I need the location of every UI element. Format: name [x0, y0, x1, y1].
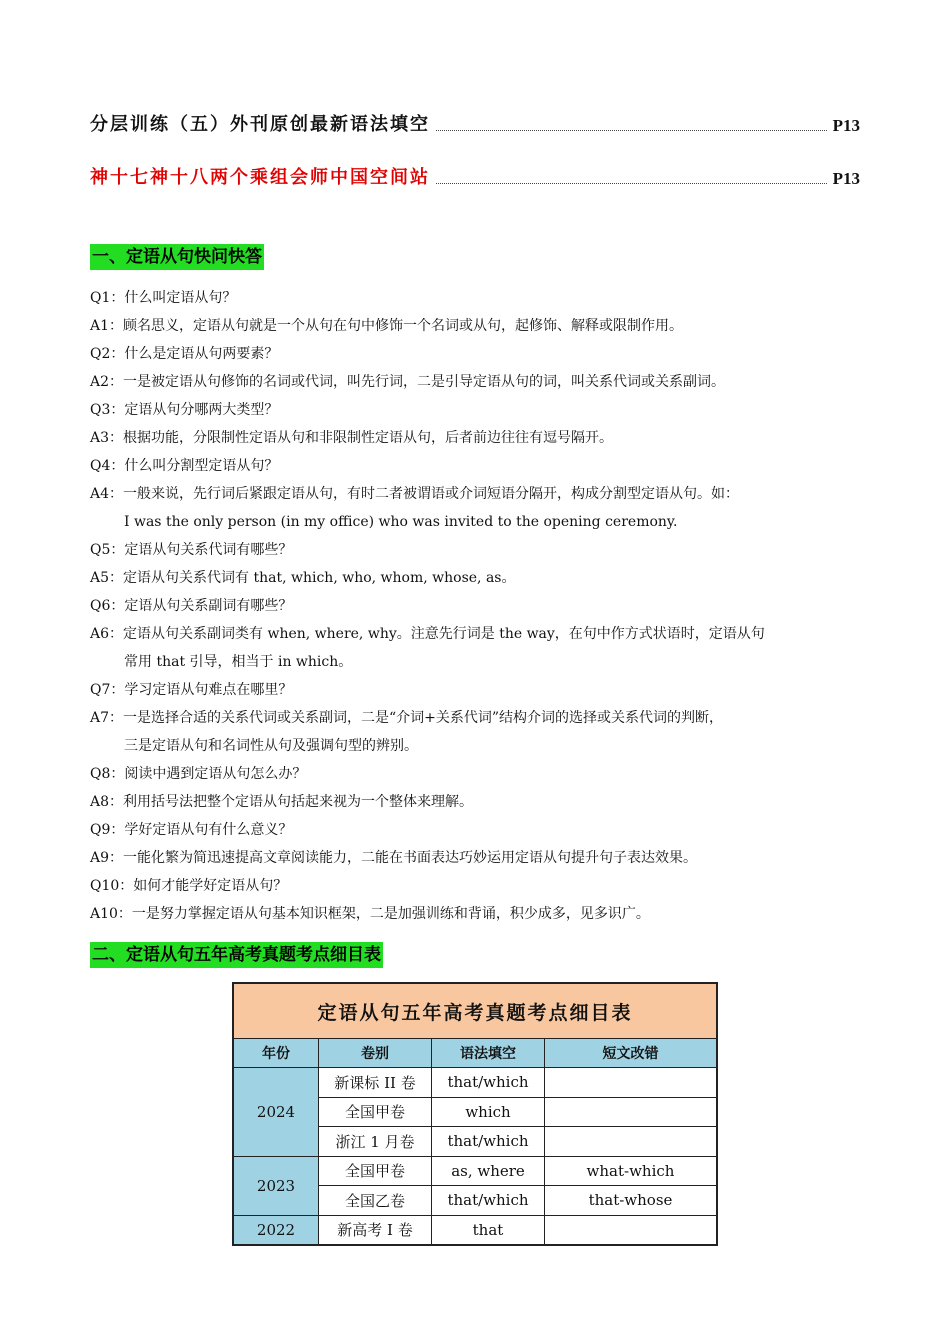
error-correction-cell: [545, 1068, 718, 1098]
toc-entry-1[interactable]: [90, 108, 860, 136]
answer-line: A2：一是被定语从句修饰的名词或代词，叫先行词，二是引导定语从句的词，叫关系代词或关系副词。: [90, 374, 726, 390]
question-line: Q9：学好定语从句有什么意义？: [90, 822, 293, 838]
grammar-fill-cell: that: [432, 1215, 545, 1245]
year-cell: 2022: [233, 1215, 319, 1245]
answer-line: A3：根据功能，分限制性定语从句和非限制性定语从句，后者前边往往有逗号隔开。: [90, 430, 614, 446]
toc-leader-dots: [436, 182, 827, 184]
table-row: [233, 1068, 717, 1098]
question-line: Q5：定语从句关系代词有哪些？: [90, 542, 293, 558]
toc-leader-dots: [436, 129, 827, 131]
answer-line: A9：一能化繁为简迅速提高文章阅读能力，二能在书面表达巧妙运用定语从句提升句子表达效果。: [90, 850, 698, 866]
toc-page-number: P13: [832, 169, 860, 188]
answer-line: A8：利用括号法把整个定语从句括起来视为一个整体来理解。: [90, 794, 474, 810]
question-line: Q10：如何才能学好定语从句？: [90, 878, 288, 894]
answer-line: A1：顾名思义，定语从句就是一个从句在句中修饰一个名词或从句，起修饰、解释或限制作用。: [90, 318, 684, 334]
question-line: Q4：什么叫分割型定语从句？: [90, 458, 279, 474]
answer-line: A10：一是努力掌握定语从句基本知识框架，二是加强训练和背诵，积少成多，见多识广。: [90, 906, 650, 922]
section-heading-qa: 一、定语从句快问快答: [90, 244, 264, 270]
header-grammar-fill: 语法填空: [432, 1039, 545, 1068]
section-heading-table: 二、定语从句五年高考真题考点细目表: [90, 942, 383, 968]
question-line: Q3：定语从句分哪两大类型？: [90, 402, 279, 418]
paper-cell: 全国乙卷: [319, 1186, 432, 1216]
header-paper: 卷别: [319, 1039, 432, 1068]
error-correction-cell: what-which: [545, 1156, 718, 1186]
grammar-fill-cell: which: [432, 1097, 545, 1127]
qa-continuation-line: 常用 that 引导，相当于 in which。: [124, 654, 353, 670]
year-cell: 2023: [233, 1156, 319, 1215]
toc-title: 分层训练（五）外刊原创最新语法填空: [90, 114, 430, 135]
table-row: [233, 1156, 717, 1186]
error-correction-cell: [545, 1215, 718, 1245]
exam-points-table-wrap: [232, 982, 718, 1246]
year-cell: 2024: [233, 1068, 319, 1157]
grammar-fill-cell: as, where: [432, 1156, 545, 1186]
grammar-fill-cell: that/which: [432, 1186, 545, 1216]
question-line: Q1：什么叫定语从句？: [90, 290, 237, 306]
answer-line: A4：一般来说，先行词后紧跟定语从句，有时二者被谓语或介词短语分隔开，构成分割型定语从句。如：: [90, 486, 740, 502]
paper-cell: 全国甲卷: [319, 1156, 432, 1186]
error-correction-cell: [545, 1127, 718, 1157]
toc-page-number: P13: [832, 116, 860, 135]
paper-cell: 新高考 I 卷: [319, 1215, 432, 1245]
paper-cell: 全国甲卷: [319, 1097, 432, 1127]
exam-points-table: [232, 982, 718, 1246]
answer-line: A7：一是选择合适的关系代词或关系副词，二是“介词+关系代词”结构介词的选择或关系代词的判断，: [90, 710, 724, 726]
question-line: Q2：什么是定语从句两要素？: [90, 346, 279, 362]
qa-continuation-line: 三是定语从句和名词性从句及强调句型的辨别。: [124, 738, 418, 754]
grammar-fill-cell: that/which: [432, 1068, 545, 1098]
error-correction-cell: that-whose: [545, 1186, 718, 1216]
qa-continuation-line: I was the only person (in my office) who was invited to the opening ceremony.: [124, 514, 678, 530]
table-title: 定语从句五年高考真题考点细目表: [233, 983, 717, 1039]
toc-title: 神十七神十八两个乘组会师中国空间站: [90, 167, 430, 188]
toc-entry-2[interactable]: [90, 161, 860, 189]
answer-line: A6：定语从句关系副词类有 when, where, why。注意先行词是 the way，在句中作方式状语时，定语从句: [90, 626, 765, 642]
answer-line: A5：定语从句关系代词有 that, which, who, whom, whose, as。: [90, 570, 516, 586]
error-correction-cell: [545, 1097, 718, 1127]
grammar-fill-cell: that/which: [432, 1127, 545, 1157]
question-line: Q8：阅读中遇到定语从句怎么办？: [90, 766, 307, 782]
qa-list: [90, 284, 870, 928]
question-line: Q6：定语从句关系副词有哪些？: [90, 598, 293, 614]
paper-cell: 新课标 II 卷: [319, 1068, 432, 1098]
table-row: [233, 1215, 717, 1245]
paper-cell: 浙江 1 月卷: [319, 1127, 432, 1157]
header-error-correction: 短文改错: [545, 1039, 718, 1068]
header-year: 年份: [233, 1039, 319, 1068]
question-line: Q7：学习定语从句难点在哪里？: [90, 682, 293, 698]
